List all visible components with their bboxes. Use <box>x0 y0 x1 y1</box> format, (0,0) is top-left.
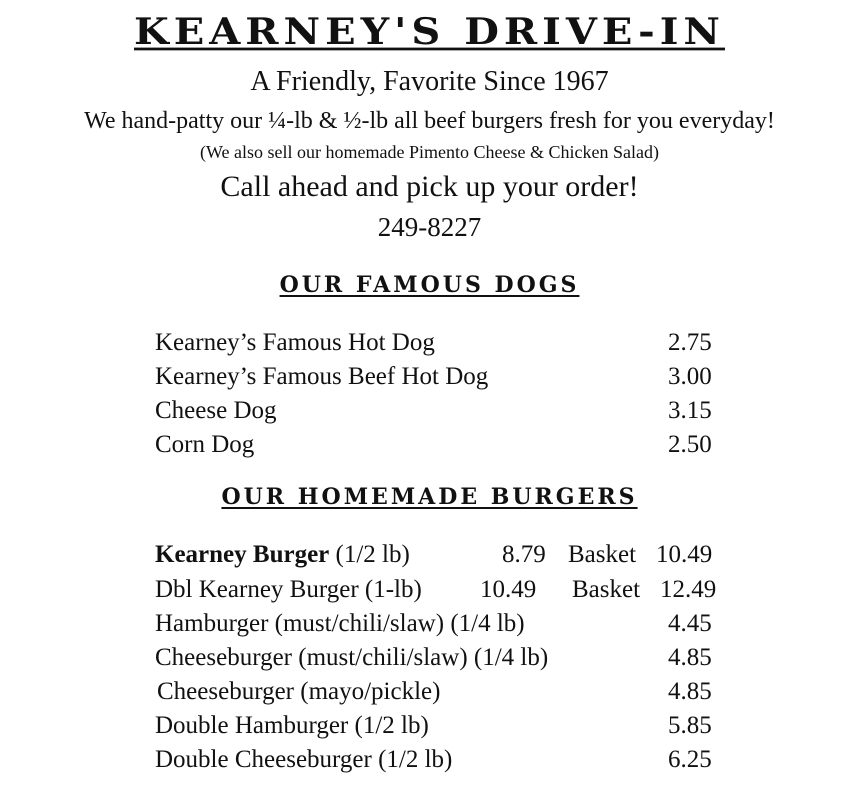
burger-item-price: 6.25 <box>668 746 712 773</box>
burger-item-name-size: (1/2 lb) <box>329 541 410 568</box>
basket-price: 10.49 <box>656 541 713 568</box>
dog-item-price: 3.00 <box>668 363 712 390</box>
side-note: (We also sell our homemade Pimento Cheese & Chicken Salad) <box>200 142 659 162</box>
burger-item-name: Cheeseburger (mayo/pickle) <box>157 678 441 705</box>
dog-item-name: Kearney’s Famous Hot Dog <box>155 329 435 356</box>
basket-label: Basket <box>572 576 641 603</box>
burger-item-price: 4.85 <box>668 644 712 671</box>
burger-item-name: Dbl Kearney Burger (1-lb) <box>155 576 422 603</box>
burger-item-price: 8.79 <box>502 541 546 568</box>
burger-description: We hand-patty our ¼-lb & ½-lb all beef burgers fresh for you everyday! <box>84 108 775 134</box>
menu-title: KEARNEY'S DRIVE-IN <box>134 9 725 54</box>
burger-item-price: 10.49 <box>480 576 537 603</box>
burger-item-name: Double Hamburger (1/2 lb) <box>155 712 429 739</box>
burger-item-name: Hamburger (must/chili/slaw) (1/4 lb) <box>155 610 525 637</box>
call-ahead-text: Call ahead and pick up your order! <box>220 170 639 203</box>
burger-item-name: Cheeseburger (must/chili/slaw) (1/4 lb) <box>155 644 549 671</box>
dog-item-name: Corn Dog <box>155 431 255 458</box>
burger-item-name <box>155 541 410 569</box>
section-heading-dogs: OUR FAMOUS DOGS <box>279 272 580 298</box>
burger-item-name-bold: Kearney Burger <box>155 541 330 568</box>
dog-item-name: Cheese Dog <box>155 397 277 424</box>
dog-item-name: Kearney’s Famous Beef Hot Dog <box>155 363 489 390</box>
dog-item-price: 2.75 <box>668 329 712 356</box>
burger-item-price: 5.85 <box>668 712 712 739</box>
phone-number: 249-8227 <box>377 212 482 242</box>
section-heading-burgers: OUR HOMEMADE BURGERS <box>221 484 638 510</box>
dog-item-price: 3.15 <box>668 397 712 424</box>
burger-item-price: 4.45 <box>668 610 712 637</box>
tagline: A Friendly, Favorite Since 1967 <box>250 66 609 97</box>
burger-item-price: 4.85 <box>668 678 712 705</box>
basket-price: 12.49 <box>660 576 717 603</box>
burger-item-name: Double Cheeseburger (1/2 lb) <box>155 746 453 773</box>
dog-item-price: 2.50 <box>668 431 712 458</box>
basket-label: Basket <box>568 541 637 568</box>
